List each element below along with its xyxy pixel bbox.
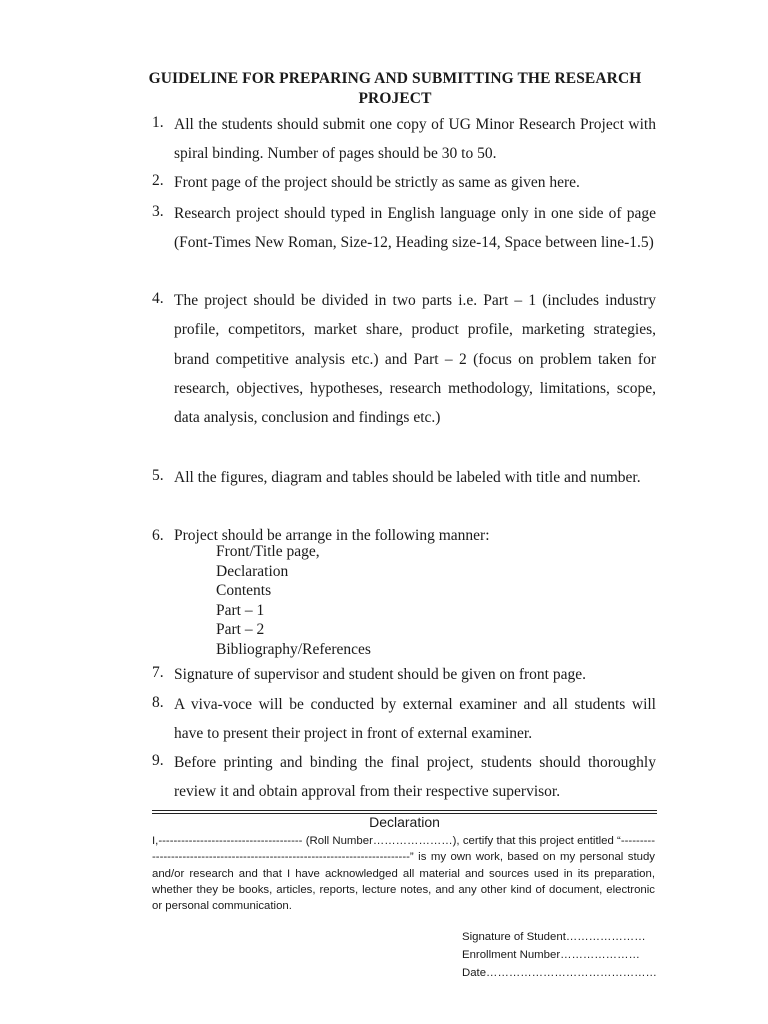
item-number: 2. xyxy=(152,172,164,189)
item-number: 1. xyxy=(152,114,164,131)
arrangement-item-part-2: Part – 2 xyxy=(216,621,265,638)
arrangement-item-contents: Contents xyxy=(216,582,272,599)
item-text: Project should be arrange in the following manner: xyxy=(174,527,490,544)
item-number: 9. xyxy=(152,752,164,769)
item-text: Research project should typed in English language only in one side of page (Font-Times New Roman, Size-12, Heading size-14, Space between line-1.5) xyxy=(174,205,656,252)
declaration-title: Declaration xyxy=(369,814,440,830)
arrangement-item-part-1: Part – 1 xyxy=(216,602,265,619)
date-field: Date……………………………………… xyxy=(462,967,657,979)
item-number: 4. xyxy=(152,290,164,307)
item-text: All the figures, diagram and tables should be labeled with title and number. xyxy=(174,469,641,486)
arrangement-item-declaration: Declaration xyxy=(216,563,289,580)
enrollment-number-field: Enrollment Number………………… xyxy=(462,949,640,961)
item-text: The project should be divided in two parts i.e. Part – 1 (includes industry profile, competitors, market share, product profile, marketing strategies, brand competitive analysis etc.) and Part – 2 (focus on problem taken for research, objectives, hypotheses, research methodology, limitations, scope, data analysis, conclusion and findings etc.) xyxy=(174,292,656,427)
divider-line-top xyxy=(152,810,657,811)
item-number: 3. xyxy=(152,203,164,220)
item-number: 6. xyxy=(152,527,164,544)
item-text: All the students should submit one copy of UG Minor Research Project with spiral binding. Number of pages should be 30 to 50. xyxy=(174,116,656,163)
item-text: Signature of supervisor and student should be given on front page. xyxy=(174,666,586,683)
page-title xyxy=(120,69,670,109)
arrangement-item-front-page: Front/Title page, xyxy=(216,543,320,560)
item-text: Front page of the project should be strictly as same as given here. xyxy=(174,174,580,191)
item-number: 7. xyxy=(152,664,164,681)
title-line-2: PROJECT xyxy=(358,90,432,107)
declaration-body: I,-------------------------------------- (Roll Number…………………), certify that this project entitled “-----------------------------------------------------------------------------” is my own work, based on my personal study and/or research and that I have acknowledged all material and sources used in its preparation, whether they be books, articles, reports, lecture notes, and any other kind of document, electronic or personal communication. xyxy=(152,835,655,913)
title-line-1: GUIDELINE FOR PREPARING AND SUBMITTING THE RESEARCH xyxy=(148,70,642,87)
signature-of-student-field: Signature of Student………………… xyxy=(462,931,646,943)
item-text: Before printing and binding the final project, students should thoroughly review it and obtain approval from their respective supervisor. xyxy=(174,754,656,801)
item-number: 5. xyxy=(152,467,164,484)
arrangement-item-bibliography: Bibliography/References xyxy=(216,641,371,658)
item-text: A viva-voce will be conducted by external examiner and all students will have to present their project in front of external examiner. xyxy=(174,696,656,743)
item-number: 8. xyxy=(152,694,164,711)
